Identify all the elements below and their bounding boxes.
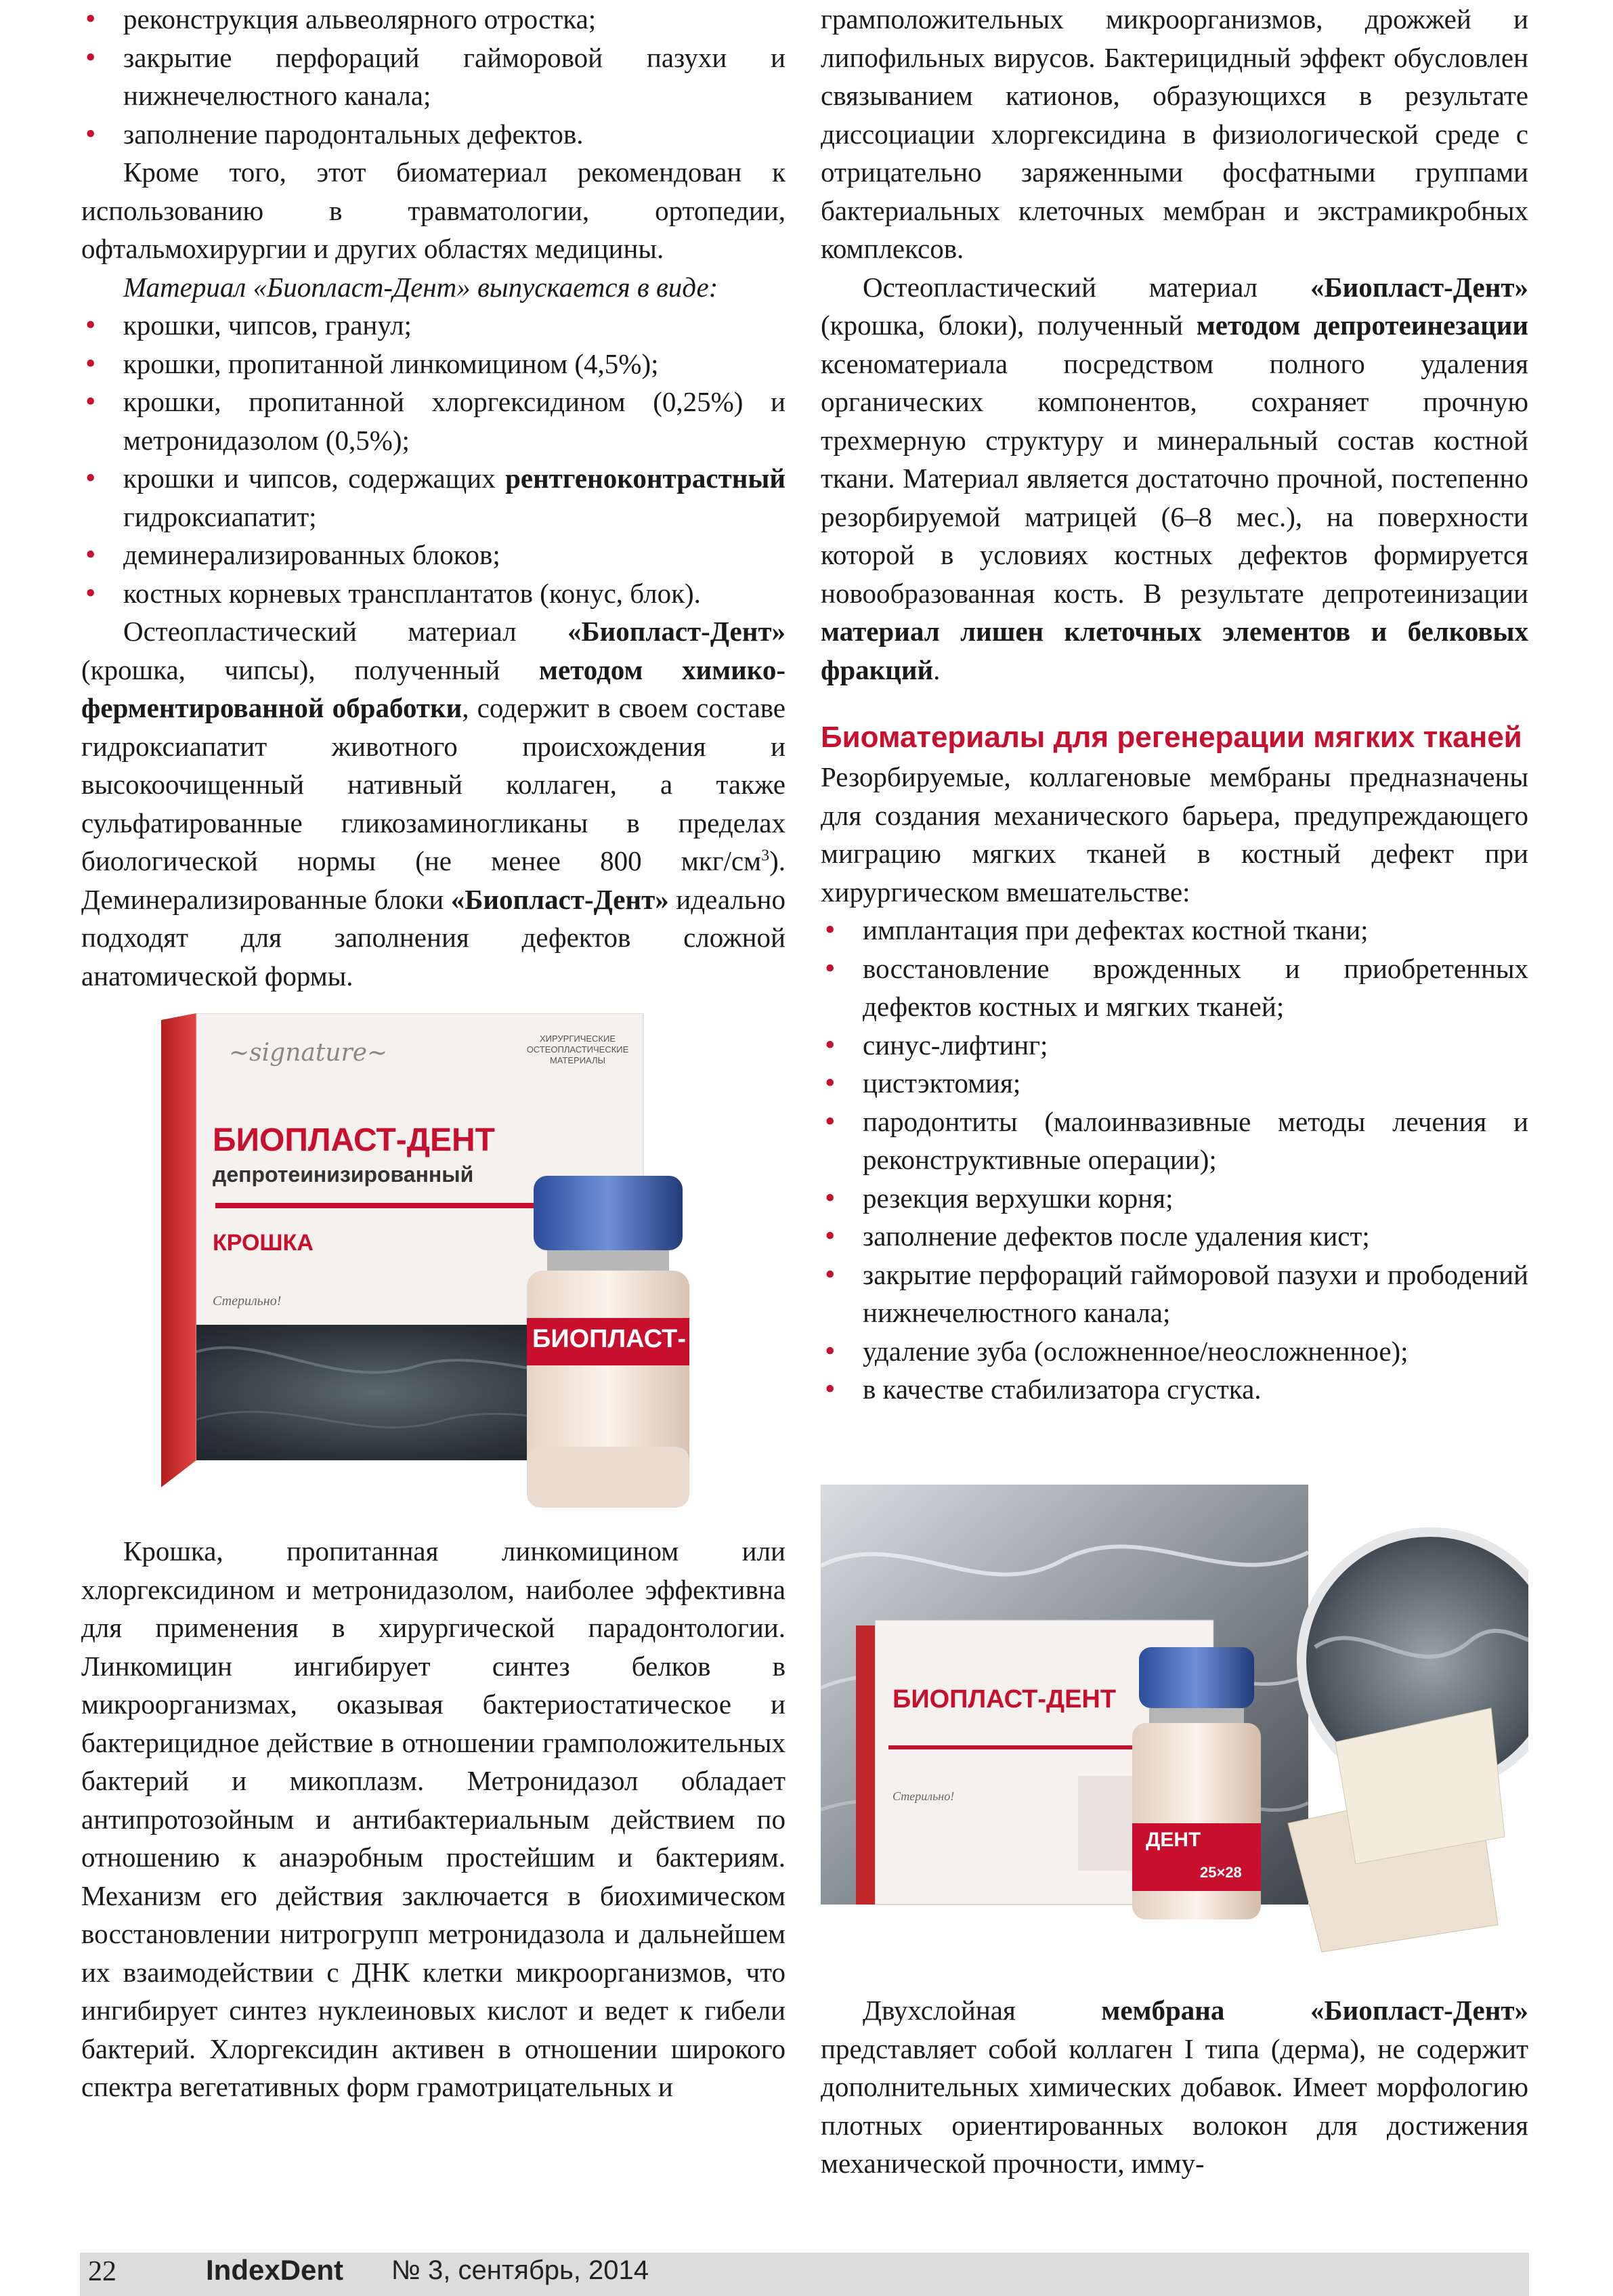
- paragraph: Двухслойная мембрана «Биопласт-Дент» представляет собой коллаген I типа (дерма), не содержит дополнительных химических добавок. Имеет морфологию плотных ориентированных волокон для достижения механической прочности, иммy-: [821, 1995, 1528, 2179]
- paragraph: Крошка, пропитанная линкомицином или хлоргексидином и метронидазолом, наиболее эффективна для применения в хирургической парадонтологии. Линкомицин ингибирует синтез белков в микроорганизмах, оказывая бактериостатическое и бактерицидное действие в отношении грамположительных бактерий и микоплазм. Метронидазол обладает антипротозойным и антибактериальным действием по отношению к анаэробным простейшим и бактериям. Механизм его действия заключается в биохимическом восстановлении нитрогрупп метронидазола и дальнейшем их взаимодействии с ДНК клетки микроорганизмов, что ингибирует синтез нуклеиновых кислот и ведет к гибели бактерий. Хлоргексидин активен в отношении широкого спектра вегетативных форм грамотрицательных и: [81, 1535, 786, 2102]
- magazine-title: IndexDent: [206, 2254, 344, 2286]
- product-brand: БИОПЛАСТ-ДЕНТ: [892, 1685, 1117, 1714]
- page-footer: [80, 2253, 1529, 2296]
- list-item: • цистэктомия;: [821, 1064, 1528, 1103]
- list-item: • крошки и чипсов, содержащих рентгеноконтрастный гидроксиапатит;: [81, 459, 786, 536]
- vial-size-label: 25×28: [1200, 1864, 1242, 1881]
- product-brand: БИОПЛАСТ-ДЕНТ: [213, 1122, 495, 1158]
- issue-info: № 3, сентябрь, 2014: [391, 2255, 649, 2285]
- paragraph: Резорбируемые, коллагеновые мембраны предназначены для создания механического барьера, предупреждающего миграцию мягких тканей в костный дефект при хирургическом вмешательстве:: [821, 761, 1528, 908]
- list-item: • крошки, пропитанной линкомицином (4,5%);: [81, 345, 786, 383]
- list-item: • крошки, пропитанной хлоргексидином (0,25%) и метронидазолом (0,5%);: [81, 383, 786, 459]
- right-column: [821, 0, 1528, 1409]
- left-column: [81, 0, 786, 995]
- page-number: 22: [88, 2256, 116, 2287]
- list-item: • костных корневых трансплантатов (конус, блок).: [81, 574, 786, 613]
- list-item: • реконструкция альвеолярного отростка;: [81, 0, 786, 39]
- paragraph: Остеопластический материал «Биопласт-Дент» (крошка, чипсы), полученный методом химико-ферментированной обработки, содержит в своем составе гидроксиапатит животного происхождения и высокоочищенный нативный коллаген, а также сульфатированные гликозаминогликаны в пределах биологической нормы (не менее 800 мкг/$см^3$). Деминерализированные блоки «Биопласт-Дент» идеально подходят для заполнения дефектов сложной анатомической формы.: [81, 616, 786, 992]
- product-photo-crumb: [161, 1013, 710, 1514]
- list-item: • пародонтиты (малоинвазивные методы лечения и реконструктивные операции);: [821, 1103, 1528, 1179]
- bullet-list-forms: [81, 306, 786, 612]
- svg-text:~signature~: ~signature~: [229, 1039, 388, 1067]
- product-photo-membrane: [821, 1485, 1528, 1959]
- sterile-label: Стерильно!: [213, 1294, 282, 1309]
- bullet-list-indications: [821, 911, 1528, 1409]
- list-item: • в качестве стабилизатора сгустка.: [821, 1370, 1528, 1409]
- paragraph: Кроме того, этот биоматериал рекомендован к использованию в травматологии, ортопедии, офтальмохирургии и других областях медицины.: [81, 156, 786, 264]
- vial-label: БИОПЛАСТ-: [532, 1325, 687, 1353]
- left-column-bottom: [81, 1532, 786, 2106]
- list-item: • синус-лифтинг;: [821, 1026, 1528, 1065]
- section-heading: Биоматериалы для регенерации мягких тканей: [821, 721, 1522, 754]
- list-item: • имплантация при дефектах костной ткани;: [821, 911, 1528, 950]
- paragraph: грамположительных микроорганизмов, дрожжей и липофильных вирусов. Бактерицидный эффект обусловлен связыванием катионов, образующихся в результате диссоциации хлоргексидина в физиологической среде с отрицательно заряженными фосфатными группами бактериальных клеточных мембран и экстрамикробных комплексов.: [821, 3, 1528, 264]
- list-item: • резекция верхушки корня;: [821, 1179, 1528, 1218]
- bullet-list-uses: [81, 0, 786, 153]
- vial-label: ДЕНТ: [1146, 1829, 1201, 1851]
- list-item: • крошки, чипсов, гранул;: [81, 306, 786, 345]
- sterile-label: Стерильно!: [892, 1789, 955, 1803]
- box-small-text: ХИРУРГИЧЕСКИЕ ОСТЕОПЛАСТИЧЕСКИЕ МАТЕРИАЛЫ: [526, 1034, 629, 1065]
- list-item: • восстановление врожденных и приобретенных дефектов костных и мягких тканей;: [821, 950, 1528, 1026]
- paragraph: Остеопластический материал «Биопласт-Дент» (крошка, блоки), полученный методом депротеинезации ксеноматериала посредством полного удаления органических компонентов, сохраняет прочную трехмерную структуру и минеральный состав костной ткани. Материал является достаточно прочной, постепенно резорбируемой матрицей (6–8 мес.), на поверхности которой в условиях костных дефектов формируется новообразованная кость. В результате депротеинизации материал лишен клеточных элементов и белковых фракций.: [821, 271, 1528, 685]
- list-item: • заполнение дефектов после удаления кист;: [821, 1217, 1528, 1256]
- right-column-bottom: [821, 1991, 1528, 2183]
- membrane-illustration: [821, 1485, 1528, 1959]
- product-subtitle: депротеинизированный: [213, 1162, 474, 1187]
- list-item: • закрытие перфораций гайморовой пазухи и прободений нижнечелюстного канала;: [821, 1256, 1528, 1332]
- list-item: • закрытие перфораций гайморовой пазухи и нижнечелюстного канала;: [81, 39, 786, 115]
- product-form: КРОШКА: [213, 1230, 314, 1256]
- list-item: • заполнение пародонтальных дефектов.: [81, 115, 786, 154]
- list-item: • деминерализированных блоков;: [81, 536, 786, 574]
- forms-intro: Материал «Биопласт-Дент» выпускается в виде:: [123, 271, 718, 303]
- list-item: • удаление зуба (осложненное/неосложненное);: [821, 1332, 1528, 1371]
